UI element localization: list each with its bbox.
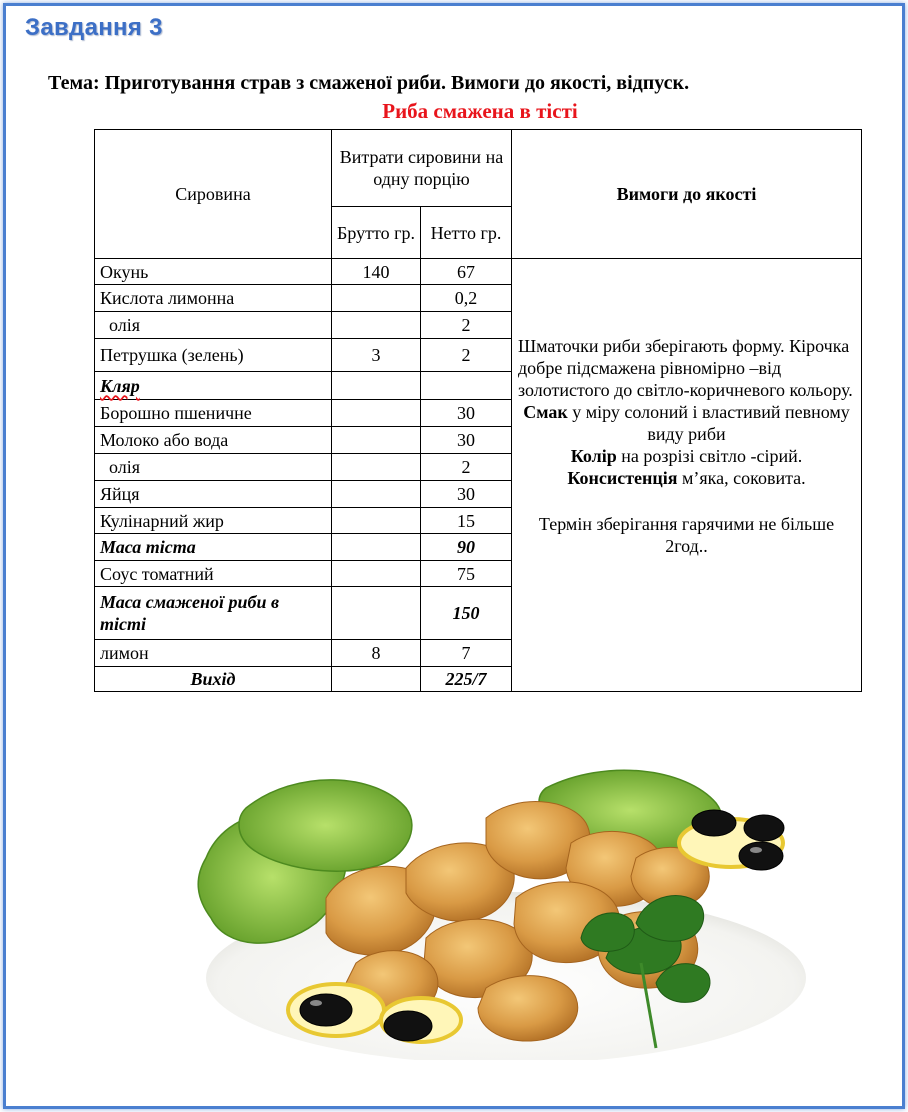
ingredient-gross xyxy=(332,372,421,400)
ingredient-gross xyxy=(332,427,421,454)
ingredient-name: Маса тіста xyxy=(95,534,332,561)
ingredient-net: 2 xyxy=(421,454,512,481)
quality-storage: Термін зберігання гарячими не більше 2год.. xyxy=(538,514,835,556)
quality-consistency-text: м’яка, соковита. xyxy=(677,468,806,488)
ingredient-name xyxy=(95,372,332,400)
quality-requirements xyxy=(512,259,862,692)
ingredient-gross xyxy=(332,312,421,339)
ingredient-gross xyxy=(332,400,421,427)
ingredient-gross xyxy=(332,561,421,587)
quality-color-label: Колір xyxy=(570,446,617,466)
ingredient-net: 75 xyxy=(421,561,512,587)
header-consumption: Витрати сировини на одну порцію xyxy=(332,130,512,207)
topic-line xyxy=(48,72,689,95)
ingredient-gross xyxy=(332,285,421,312)
ingredient-net: 7 xyxy=(421,640,512,667)
yield-value: 225/7 xyxy=(421,667,512,692)
header-quality: Вимоги до якості xyxy=(512,130,862,259)
batter-label: Кляр xyxy=(100,375,140,396)
ingredient-name: Окунь xyxy=(95,259,332,285)
ingredient-net: 30 xyxy=(421,427,512,454)
ingredient-name: Яйця xyxy=(95,481,332,508)
ingredient-net: 2 xyxy=(421,312,512,339)
ingredient-name: олія xyxy=(95,312,332,339)
topic-text: Приготування страв з смаженої риби. Вимоги до якості, відпуск. xyxy=(104,72,690,94)
ingredient-net: 2 xyxy=(421,339,512,372)
ingredient-net: 150 xyxy=(421,587,512,640)
ingredient-name: Кулінарний жир xyxy=(95,508,332,534)
yield-label: Вихід xyxy=(95,667,332,692)
ingredient-name: Борошно пшеничне xyxy=(95,400,332,427)
ingredient-gross xyxy=(332,508,421,534)
fried-fish-in-batter-plate-image xyxy=(186,748,808,1060)
recipe-table xyxy=(94,129,862,692)
quality-color-text: на розрізі світло -сірий. xyxy=(616,446,803,466)
ingredient-net: 90 xyxy=(421,534,512,561)
quality-color xyxy=(518,445,855,467)
topic-label: Тема: xyxy=(48,72,100,94)
ingredient-gross xyxy=(332,481,421,508)
ingredient-name: Соус томатний xyxy=(95,561,332,587)
ingredient-gross: 140 xyxy=(332,259,421,285)
header-gross: Брутто гр. xyxy=(332,207,421,259)
quality-consistency-label: Консистенція xyxy=(567,468,678,488)
ingredient-name: Маса смаженої риби в тісті xyxy=(95,587,332,640)
ingredient-name: Молоко або вода xyxy=(95,427,332,454)
quality-taste xyxy=(518,401,855,445)
ingredient-gross xyxy=(332,454,421,481)
ingredient-name: олія xyxy=(95,454,332,481)
ingredient-gross: 3 xyxy=(332,339,421,372)
ingredient-net: 67 xyxy=(421,259,512,285)
ingredient-net: 0,2 xyxy=(421,285,512,312)
quality-consistency xyxy=(518,467,855,489)
ingredient-gross xyxy=(332,587,421,640)
ingredient-gross xyxy=(332,534,421,561)
ingredient-gross: 8 xyxy=(332,640,421,667)
quality-taste-label: Смак xyxy=(523,402,568,422)
header-raw-material: Сировина xyxy=(95,130,332,259)
ingredient-name: лимон xyxy=(95,640,332,667)
quality-taste-text: у міру солоний і властивий певному виду риби xyxy=(567,402,850,444)
ingredient-net: 15 xyxy=(421,508,512,534)
ingredient-net: 30 xyxy=(421,481,512,508)
ingredient-name: Кислота лимонна xyxy=(95,285,332,312)
dish-title: Риба смажена в тісті xyxy=(382,99,578,123)
task-title: Завдання 3 xyxy=(25,14,163,41)
ingredient-name: Петрушка (зелень) xyxy=(95,339,332,372)
header-net: Нетто гр. xyxy=(421,207,512,259)
table-row xyxy=(95,259,862,285)
ingredient-net xyxy=(421,372,512,400)
ingredient-net: 30 xyxy=(421,400,512,427)
quality-description: Шматочки риби зберігають форму. Кірочка добре підсмажена рівномірно –від золотистого до світло-коричневого кольору. xyxy=(518,336,853,400)
ingredient-gross xyxy=(332,667,421,692)
